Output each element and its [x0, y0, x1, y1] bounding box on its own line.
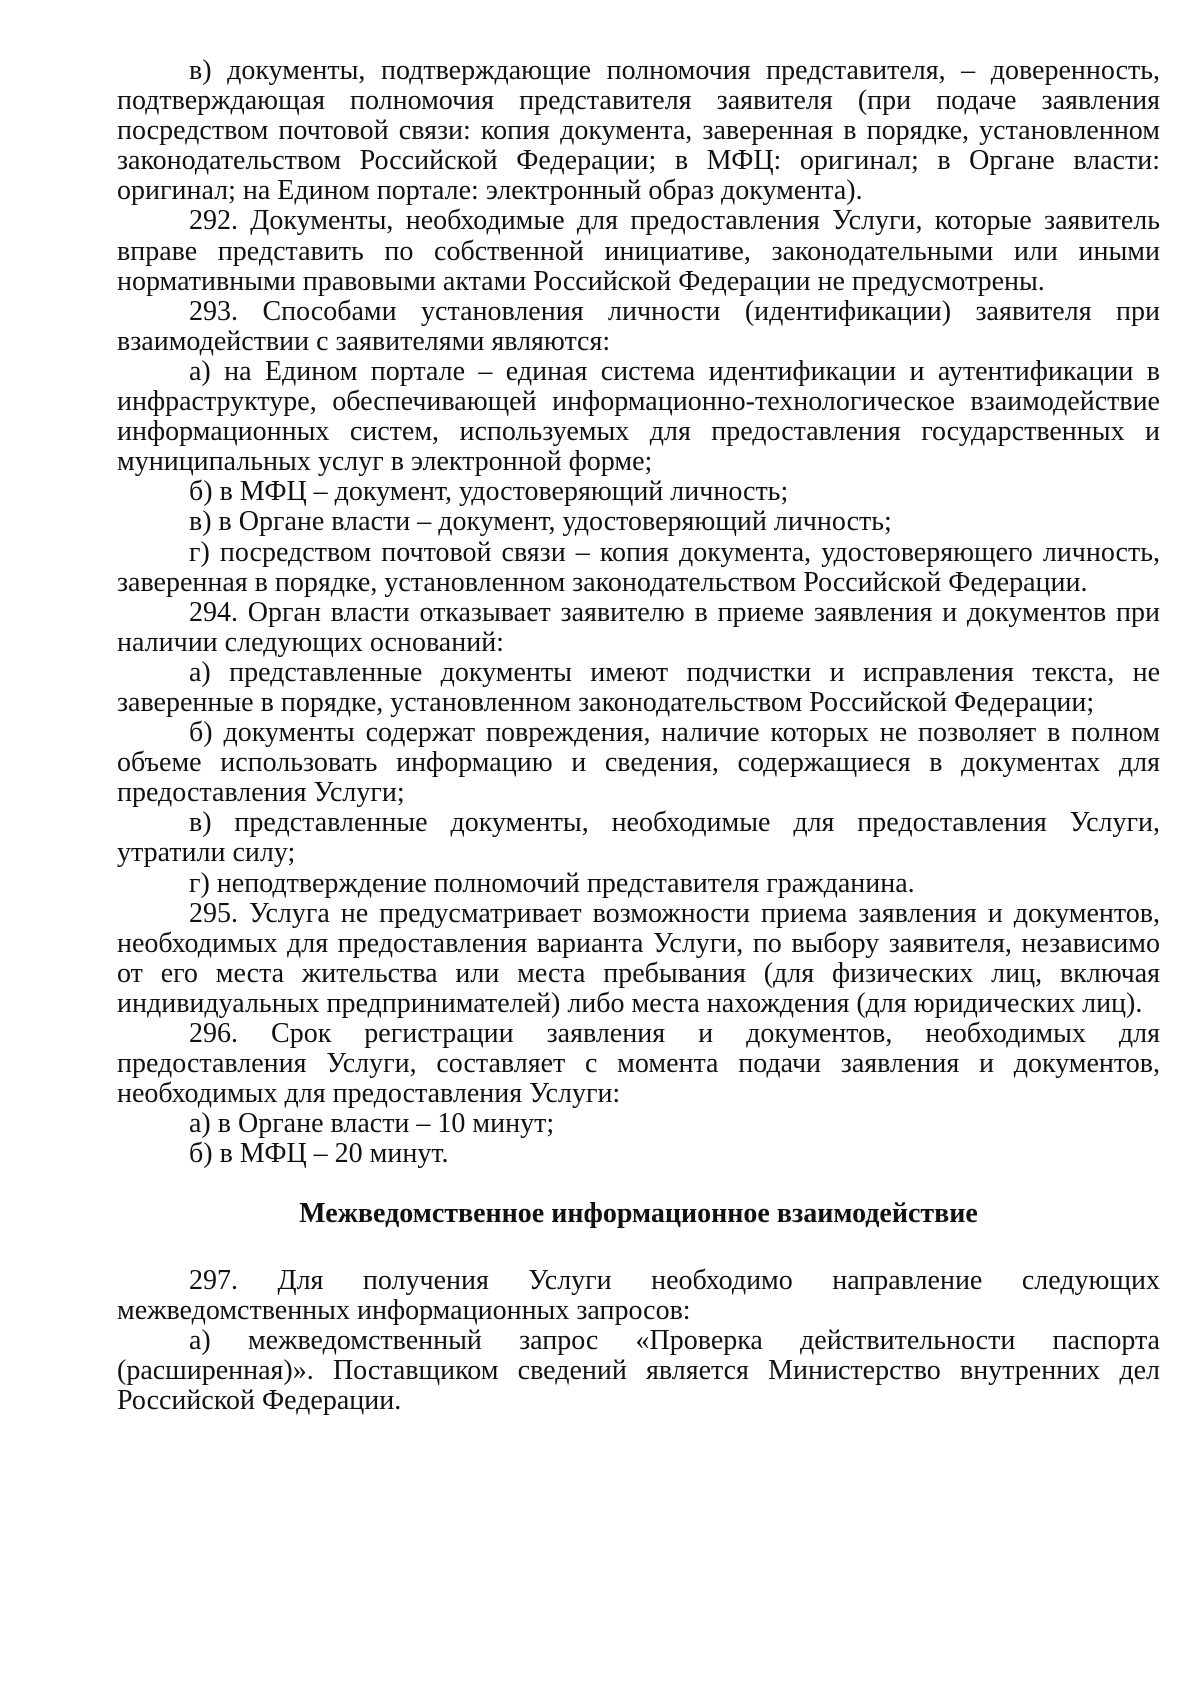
document-body	[117, 56, 1160, 1416]
paragraph-294-a: а) представленные документы имеют подчистки и исправления текста, не заверенные в порядке, установленном законодательством Российской Федерации;	[117, 656, 1160, 718]
paragraph-294-b: б) документы содержат повреждения, наличие которых не позволяет в полном объеме использовать информацию и сведения, содержащиеся в документах для предоставления Услуги;	[117, 717, 1160, 809]
paragraph-293-g: г) посредством почтовой связи – копия документа, удостоверяющего личность, заверенная в порядке, установленном законодательством Российской Федерации.	[117, 536, 1160, 598]
paragraph-294: 294. Орган власти отказывает заявителю в приеме заявления и документов при наличии следующих оснований:	[117, 596, 1160, 658]
section-heading: Межведомственное информационное взаимодействие	[299, 1198, 978, 1230]
paragraph-293-a: а) на Едином портале – единая система идентификации и аутентификации в инфраструктуре, обеспечивающей информационно-технологическое взаимодействие информационных систем, используемых для предоставления государственных и муниципальных услуг в электронной форме;	[117, 355, 1160, 478]
paragraph-296-b: б) в МФЦ – 20 минут.	[189, 1138, 449, 1170]
paragraph-293-v: в) в Органе власти – документ, удостоверяющий личность;	[189, 506, 892, 538]
paragraph-294-g: г) неподтверждение полномочий представителя гражданина.	[189, 867, 915, 899]
paragraph-296: 296. Срок регистрации заявления и документов, необходимых для предоставления Услуги, составляет с момента подачи заявления и документов, необходимых для предоставления Услуги:	[117, 1018, 1160, 1110]
paragraph-292: 292. Документы, необходимые для предоставления Услуги, которые заявитель вправе представить по собственной инициативе, законодательными или иными нормативными правовыми актами Российской Федерации не предусмотрены.	[117, 205, 1160, 297]
paragraph-296-a: а) в Органе власти – 10 минут;	[189, 1108, 555, 1140]
paragraph-295: 295. Услуга не предусматривает возможности приема заявления и документов, необходимых для предоставления варианта Услуги, по выбору заявителя, независимо от его места жительства или места пребывания (для физических лиц, включая индивидуальных предпринимателей) либо места нахождения (для юридических лиц).	[117, 897, 1160, 1019]
paragraph-297: 297. Для получения Услуги необходимо направление следующих межведомственных информационных запросов:	[117, 1264, 1160, 1326]
paragraph-294-v: в) представленные документы, необходимые для предоставления Услуги, утратили силу;	[117, 807, 1160, 869]
paragraph-representative-documents: в) документы, подтверждающие полномочия представителя, – доверенность, подтверждающая полномочия представителя заявителя (при подаче заявления посредством почтовой связи: копия документа, заверенная в порядке, установленном законодательством Российской Федерации; в МФЦ: оригинал; в Органе власти: оригинал; на Едином портале: электронный образ документа).	[117, 55, 1160, 207]
paragraph-297-a: а) межведомственный запрос «Проверка действительности паспорта (расширенная)». Поставщиком сведений является Министерство внутренних дел Российской Федерации.	[117, 1324, 1160, 1416]
paragraph-293: 293. Способами установления личности (идентификации) заявителя при взаимодействии с заявителями являются:	[117, 295, 1160, 357]
paragraph-293-b: б) в МФЦ – документ, удостоверяющий личность;	[189, 476, 789, 508]
